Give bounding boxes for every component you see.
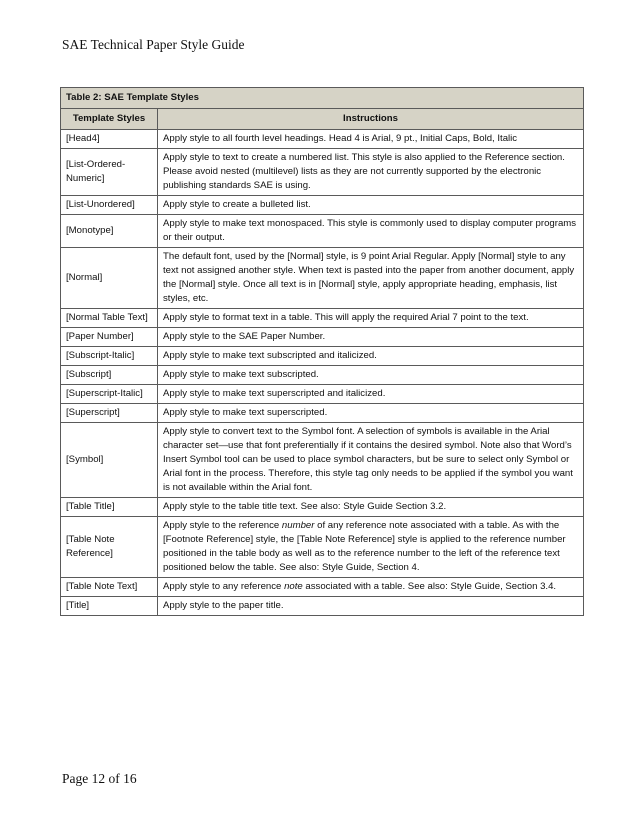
table-row <box>61 423 584 498</box>
table-row <box>61 215 584 248</box>
style-instructions <box>158 385 584 404</box>
style-instructions <box>158 404 584 423</box>
table-row <box>61 366 584 385</box>
table-row <box>61 404 584 423</box>
template-style-name: [Table Note Reference] <box>61 517 158 578</box>
table-row <box>61 597 584 616</box>
template-style-name: [List-Unordered] <box>61 196 158 215</box>
table-row <box>61 517 584 578</box>
template-style-name: [Monotype] <box>61 215 158 248</box>
template-style-name: [List-Ordered-Numeric] <box>61 149 158 196</box>
page-footer: Page 12 of 16 <box>62 771 137 786</box>
column-header-instructions: Instructions <box>158 109 584 130</box>
instruction-text: The default font, used by the [Normal] style, is 9 point Arial Regular. Apply [Normal] style to any text not assigned another style. When text is pasted into the paper from another document, apply the [Normal] style. Once all text is in [Normal] style, apply appropriate heading, emphasis, list styles, etc. <box>163 251 575 304</box>
instruction-text: Apply style to the reference <box>163 520 282 531</box>
table-row <box>61 347 584 366</box>
template-style-name: [Subscript] <box>61 366 158 385</box>
table-header-row <box>61 109 584 130</box>
style-instructions <box>158 309 584 328</box>
style-instructions <box>158 248 584 309</box>
instruction-text: of any reference note associated with a table. As with the [Footnote Reference] style, the [Table Note Reference] style is applied to the reference number positioned in the table body as well as to the reference number to the left of the reference text positioned below the table. See also: Style Guide, Section 4. <box>163 520 566 573</box>
instruction-text: Apply style to make text subscripted and italicized. <box>163 350 377 361</box>
instruction-text: Apply style to any reference <box>163 581 285 592</box>
template-style-name: [Title] <box>61 597 158 616</box>
style-instructions <box>158 215 584 248</box>
style-instructions <box>158 196 584 215</box>
instruction-text: Apply style to make text subscripted. <box>163 369 319 380</box>
template-style-name: [Subscript-Italic] <box>61 347 158 366</box>
instruction-text: Apply style to all fourth level headings. Head 4 is Arial, 9 pt., Initial Caps, Bold, Italic <box>163 133 518 144</box>
template-style-name: [Table Title] <box>61 498 158 517</box>
template-style-name: [Head4] <box>61 130 158 149</box>
style-instructions <box>158 517 584 578</box>
column-header-template-styles: Template Styles <box>61 109 158 130</box>
page-header: SAE Technical Paper Style Guide <box>62 37 245 52</box>
style-instructions <box>158 578 584 597</box>
table-row <box>61 248 584 309</box>
table-row <box>61 385 584 404</box>
table-row <box>61 130 584 149</box>
style-instructions <box>158 366 584 385</box>
style-instructions <box>158 597 584 616</box>
style-instructions <box>158 149 584 196</box>
style-instructions <box>158 347 584 366</box>
template-style-name: [Table Note Text] <box>61 578 158 597</box>
template-style-name: [Normal] <box>61 248 158 309</box>
instruction-text: Apply style to create a bulleted list. <box>163 199 311 210</box>
instruction-text: Apply style to text to create a numbered list. This style is also applied to the Reference section. Please avoid nested (multilevel) lists as they are not currently supported by the electronic publishing standards SAE is using. <box>163 152 565 191</box>
instruction-text: Apply style to the paper title. <box>163 600 284 611</box>
instruction-text: associated with a table. See also: Style Guide, Section 3.4. <box>302 581 557 592</box>
instruction-emphasis: number <box>281 520 315 531</box>
template-styles-table <box>60 87 584 616</box>
template-style-name: [Superscript] <box>61 404 158 423</box>
instruction-text: Apply style to the table title text. See also: Style Guide Section 3.2. <box>163 501 447 512</box>
instruction-text: Apply style to convert text to the Symbol font. A selection of symbols is available in the Arial character set—use that font preferentially if it contains the desired symbol. Note also that Word’s Insert Symbol tool can be used to place symbol characters, but be sure to select only Symbol or Arial font in the process. Therefore, this style tag only needs to be applied if the symbol you want is not available within the Arial font. <box>163 426 573 493</box>
template-style-name: [Superscript-Italic] <box>61 385 158 404</box>
table-title-row <box>61 88 584 109</box>
template-style-name: [Paper Number] <box>61 328 158 347</box>
instruction-text: Apply style to format text in a table. This will apply the required Arial 7 point to the text. <box>163 312 529 323</box>
style-instructions <box>158 423 584 498</box>
table-title: Table 2: SAE Template Styles <box>61 88 584 109</box>
table-row <box>61 578 584 597</box>
instruction-text: Apply style to make text superscripted. <box>163 407 328 418</box>
table-row <box>61 196 584 215</box>
table-row <box>61 498 584 517</box>
table-row <box>61 309 584 328</box>
instruction-emphasis: note <box>284 581 303 592</box>
instruction-text: Apply style to make text superscripted and italicized. <box>163 388 386 399</box>
instruction-text: Apply style to make text monospaced. This style is commonly used to display computer programs or their output. <box>163 218 577 243</box>
template-style-name: [Normal Table Text] <box>61 309 158 328</box>
table-row <box>61 328 584 347</box>
template-style-name: [Symbol] <box>61 423 158 498</box>
style-instructions <box>158 328 584 347</box>
style-instructions <box>158 498 584 517</box>
style-instructions <box>158 130 584 149</box>
table-row <box>61 149 584 196</box>
instruction-text: Apply style to the SAE Paper Number. <box>163 331 326 342</box>
